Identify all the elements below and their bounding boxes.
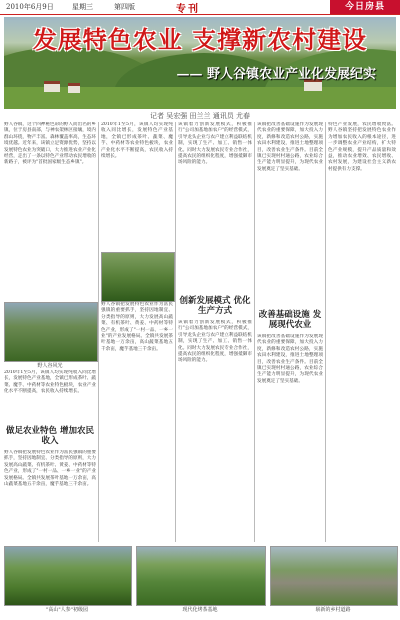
house-shape (44, 81, 60, 92)
village-photo (4, 302, 98, 362)
photo-caption: 野人谷风光 (37, 363, 63, 369)
road-photo (270, 546, 398, 606)
column-rule (254, 122, 255, 542)
section-subhead: 做足农业特色 增加农民收入 (6, 426, 94, 446)
section-title: 专刊 (176, 4, 200, 15)
photo-caption: 现代化烤茶基地 (182, 607, 218, 613)
page-number: 第四版 (114, 3, 135, 11)
photo-caption: "高山"人参"初级园 (46, 607, 88, 613)
article-paragraph: 该镇把改善基础设施作为发展现代农业的重要保障，加大投入力度，新修和改造农村公路，实施农田水利建设，推进土地整理项目，改善农业生产条件。目前全镇已实现村村通公路，农业综合生产能力明显提升，为现代农业发展奠定了坚实基础。 (257, 334, 323, 384)
article-paragraph: 该镇着力创新发展模式，积极推行"公司加基地加农户"的经营模式，引导龙头企业与农户建立利益联结机制，实现了生产、加工、销售一体化。同时大力发展农民专业合作社，提高农民的组织化程度，增强抵御市场风险的能力。 (178, 320, 252, 364)
newspaper-brand-logo: 今日房县 (330, 0, 400, 14)
article-paragraph: 特色产业发展，农民增收致富。野人谷镇坚持把发展特色农业作为增加农民收入的根本途径，进一步调整农业产业结构，扩大特色产业规模，提升产品质量和效益，推动农业增效、农民增收、农村发展，为建设社会主义新农村提供有力支撑。 (328, 122, 396, 172)
column-rule (175, 122, 176, 542)
tea-base-photo (136, 546, 266, 606)
page-header (0, 0, 400, 15)
article-paragraph: 该镇把改善基础设施作为发展现代农业的重要保障，加大投入力度，新修和改造农村公路，实施农田水利建设，推进土地整理项目，改善农业生产条件。目前全镇已实现村村通公路，农业综合生产能力明显提升，为现代农业发展奠定了坚实基础。 (257, 122, 323, 172)
headline-subtitle: —— 野人谷镇农业产业化发展纪实 (176, 67, 376, 82)
article-paragraph: 野人谷镇把发展特色农业作为富民强镇的重要抓手，坚持因地制宜、分类指导的原则，大力发展高山蔬菜、有机茶叶、黄姜、中药材等特色产业，形成了"一村一品、一乡一业"的产业发展格局。全镇共发展茶叶基地一万余亩，高山蔬菜基地五千余亩，魔芋基地三千余亩。 (101, 302, 173, 352)
article-paragraph: 野人谷镇，这个四神秘色彩的野人而出名的乡镇，位于房县南部，与神农架林区接壤，境内群山环绕，物产丰富。森林覆盖率高，生态环境优越。近年来，该镇立足资源优势，坚持以发展特色农业为突破口，大力推进农业产业化经营，走出了一条以特色产业带动农民增收的新路子，被评为"首批国家级生态乡镇"。 (4, 122, 96, 166)
crop-photo (101, 252, 175, 302)
byline: 记者 吴宏强 田兰兰 通讯员 尤春 (150, 112, 250, 120)
issue-date: 2010年6月9日 (6, 3, 54, 11)
issue-weekday: 星期三 (72, 3, 93, 11)
article-paragraph: 野人谷镇把发展特色农业作为富民强镇的重要抓手，坚持因地制宜、分类指导的原则，大力发展高山蔬菜、有机茶叶、黄姜、中药材等特色产业，形成了"一村一品、一乡一业"的产业发展格局。全镇共发展茶叶基地一万余亩，高山蔬菜基地五千余亩，魔芋基地三千余亩。 (4, 450, 96, 488)
headline: 发展特色农业 支撑新农村建设 (32, 25, 368, 54)
photo-caption: 崭新的乡村道路 (315, 607, 351, 613)
column-rule (98, 122, 99, 542)
house-shape (68, 83, 80, 93)
ginseng-garden-photo (4, 546, 132, 606)
column-rule (325, 122, 326, 542)
section-subhead: 改善基础设施 发展现代农业 (258, 310, 322, 330)
article-paragraph: 2010年1至5月，该镇人均实现纯收入同比增长，发展特色产业基地，全镇已形成茶叶、蔬菜、魔芋、中药材等农业特色板块，农业产业化水平不断提高，农民收入持续增长。 (4, 370, 96, 395)
field-shape (4, 87, 396, 109)
hero-banner-photo (4, 17, 396, 109)
article-paragraph: 2010年1至5月，该镇人均实现纯收入同比增长，发展特色产业基地，全镇已形成茶叶、蔬菜、魔芋、中药材等农业特色板块，农业产业化水平不断提高，农民收入持续增长。 (101, 122, 173, 160)
article-paragraph: 该镇着力创新发展模式，积极推行"公司加基地加农户"的经营模式，引导龙头企业与农户建立利益联结机制，实现了生产、加工、销售一体化。同时大力发展农民专业合作社，提高农民的组织化程度，增强抵御市场风险的能力。 (178, 122, 252, 166)
section-subhead: 创新发展模式 优化生产方式 (179, 296, 251, 316)
